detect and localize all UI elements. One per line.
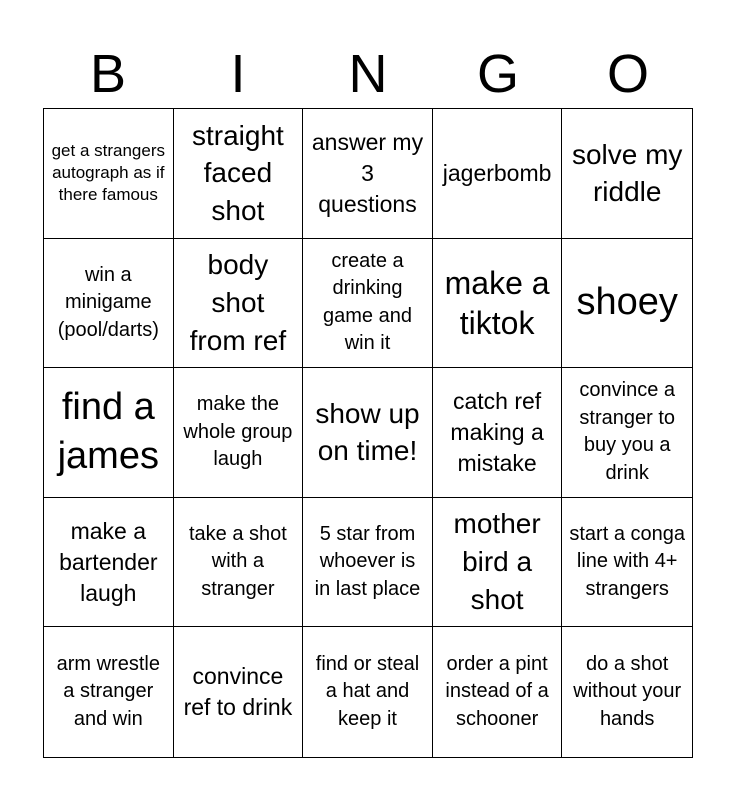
- header-letter-o: O: [606, 44, 649, 104]
- bingo-cell[interactable]: jagerbomb: [433, 109, 563, 239]
- bingo-cell[interactable]: solve my riddle: [562, 109, 692, 239]
- bingo-cell[interactable]: make a bartender laugh: [44, 498, 174, 628]
- bingo-cell[interactable]: show up on time!: [303, 368, 433, 498]
- bingo-cell[interactable]: order a pint instead of a schooner: [433, 627, 563, 757]
- bingo-cell[interactable]: make a tiktok: [433, 239, 563, 369]
- bingo-cell[interactable]: 5 star from whoever is in last place: [303, 498, 433, 628]
- bingo-cell[interactable]: find or steal a hat and keep it: [303, 627, 433, 757]
- bingo-cell[interactable]: catch ref making a mistake: [433, 368, 563, 498]
- header-letter-g: G: [476, 44, 519, 104]
- bingo-cell[interactable]: make the whole group laugh: [174, 368, 304, 498]
- header-letter-i: I: [230, 44, 246, 104]
- bingo-cell[interactable]: take a shot with a stranger: [174, 498, 304, 628]
- header-letter-b: B: [89, 44, 127, 104]
- bingo-cell[interactable]: do a shot without your hands: [573, 652, 682, 730]
- bingo-cell[interactable]: win a minigame (pool/darts): [44, 239, 174, 369]
- bingo-cell[interactable]: straight faced shot: [174, 109, 304, 239]
- bingo-cell[interactable]: find a james: [44, 368, 174, 498]
- bingo-cell[interactable]: create a drinking game and win it: [303, 239, 433, 369]
- bingo-cell[interactable]: answer my 3 questions: [303, 109, 433, 239]
- bingo-cell[interactable]: start a conga line with 4+ strangers: [562, 498, 692, 628]
- bingo-card-grid: [43, 108, 693, 758]
- bingo-cell[interactable]: convince ref to drink: [174, 627, 304, 757]
- bingo-header: [43, 40, 693, 108]
- bingo-cell[interactable]: shoey: [562, 239, 692, 369]
- bingo-cell[interactable]: convince a stranger to buy you a drink: [562, 368, 692, 498]
- bingo-cell[interactable]: mother bird a shot: [433, 498, 563, 628]
- header-letter-n: N: [348, 44, 388, 104]
- bingo-cell[interactable]: get a strangers autograph as if there famous: [44, 109, 174, 239]
- bingo-cell[interactable]: arm wrestle a stranger and win: [44, 627, 174, 757]
- bingo-cell[interactable]: body shot from ref: [174, 239, 304, 369]
